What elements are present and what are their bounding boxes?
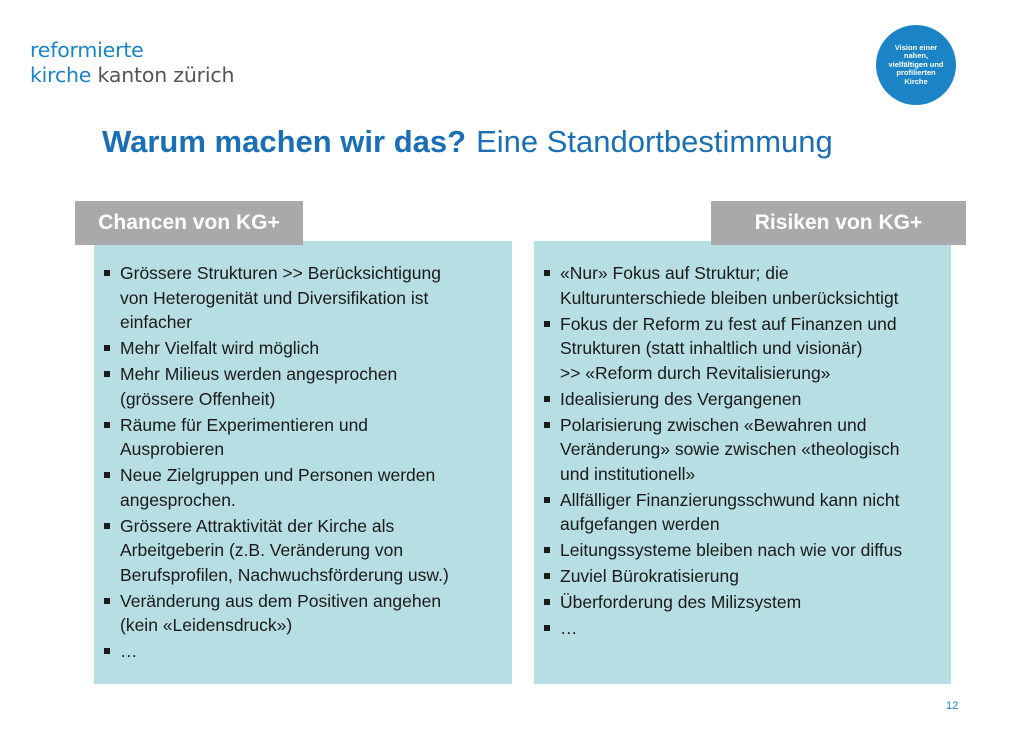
right-list-item: … [542, 616, 951, 641]
right-list-item: Überforderung des Milizsystem [542, 590, 951, 615]
logo-line-2 [30, 63, 234, 88]
page-title [102, 122, 833, 162]
left-list-item: Mehr Vielfalt wird möglich [102, 336, 512, 361]
right-list-item: Fokus der Reform zu fest auf Finanzen und Strukturen (statt inhaltlich und visionär) >> «Reform durch Revitalisierung» [542, 312, 951, 386]
logo-line-1: reformierte [30, 38, 144, 62]
chancen-list [102, 261, 512, 665]
risiken-list [542, 261, 951, 642]
chancen-tab: Chancen von KG+ [75, 201, 303, 245]
page-title-normal: Eine Standortbestimmung [476, 124, 833, 159]
left-list-item: Grössere Strukturen >> Berücksichtigung von Heterogenität und Diversifikation ist einfacher [102, 261, 512, 335]
right-list-item: Zuviel Bürokratisierung [542, 564, 951, 589]
logo [30, 38, 234, 88]
right-list-item: Polarisierung zwischen «Bewahren und Veränderung» sowie zwischen «theologisch und institutionell» [542, 413, 951, 487]
left-list-item: … [102, 639, 512, 664]
left-list-item: Mehr Milieus werden angesprochen (grössere Offenheit) [102, 362, 512, 411]
page-title-bold: Warum machen wir das? [102, 124, 467, 159]
right-list-item: Idealisierung des Vergangenen [542, 387, 951, 412]
logo-line-2-a: kirche [30, 63, 92, 87]
page-number: 12 [946, 700, 959, 712]
left-list-item: Räume für Experimentieren und Ausprobieren [102, 413, 512, 462]
vision-badge [876, 25, 956, 105]
risiken-tab: Risiken von KG+ [711, 201, 966, 245]
chancen-panel [94, 241, 512, 684]
left-list-item: Neue Zielgruppen und Personen werden angesprochen. [102, 463, 512, 512]
logo-line-2-b: kanton zürich [91, 63, 235, 87]
vision-badge-text: Vision einer nahen, vielfältigen und profilierten Kirche [888, 42, 944, 86]
left-list-item: Veränderung aus dem Positiven angehen (kein «Leidensdruck») [102, 589, 512, 638]
risiken-panel [534, 241, 951, 684]
right-list-item: «Nur» Fokus auf Struktur; die Kulturunterschiede bleiben unberücksichtigt [542, 261, 951, 310]
right-list-item: Allfälliger Finanzierungsschwund kann nicht aufgefangen werden [542, 488, 951, 537]
left-list-item: Grössere Attraktivität der Kirche als Arbeitgeberin (z.B. Veränderung von Berufsprofilen, Nachwuchsförderung usw.) [102, 514, 512, 588]
right-list-item: Leitungssysteme bleiben nach wie vor diffus [542, 538, 951, 563]
